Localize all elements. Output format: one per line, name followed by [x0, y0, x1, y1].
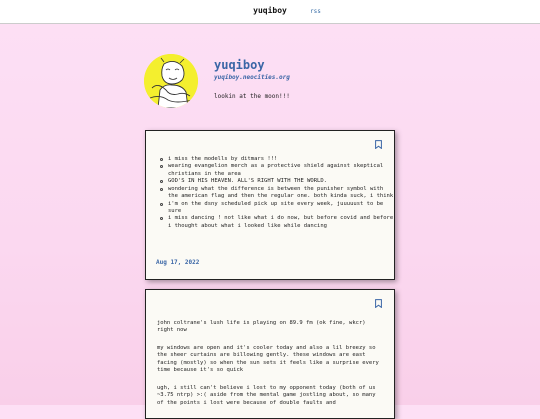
profile-name[interactable]: yuqiboy — [214, 58, 265, 72]
post-card — [145, 289, 395, 419]
bookmark-icon[interactable] — [375, 140, 382, 149]
post-date-link[interactable]: Aug 17, 2022 — [156, 259, 200, 266]
list-item: wondering what the difference is between the punisher symbol with the american flag and then the regular one. both kinda suck, i think — [168, 186, 396, 201]
avatar[interactable] — [144, 54, 198, 108]
post-paragraph: my windows are open and it's cooler today and also a lil breezy so the sheer curtains are billowing gently. these windows are east facing (mostly) so when the sun sets it feels like a surprise every time because it's so quick — [157, 345, 379, 374]
bookmark-icon[interactable] — [375, 299, 382, 308]
list-item: GOD'S IN HIS HEAVEN. ALL'S RIGHT WITH THE WORLD. — [168, 178, 396, 185]
list-item: i'm on the dsny scheduled pick up site every week, juuuuust to be sure — [168, 201, 396, 216]
avatar-illustration — [144, 54, 198, 108]
post-bullet-list — [156, 156, 396, 230]
list-item: i miss the modells by ditmars !!! — [168, 156, 396, 163]
site-brand-link[interactable]: yuqiboy — [253, 6, 287, 15]
list-item: i miss dancing ! not like what i do now, but before covid and before i thought about what i looked like while dancing — [168, 215, 396, 230]
post-card — [145, 130, 395, 280]
profile-url[interactable]: yuqiboy.neocities.org — [214, 74, 290, 81]
profile-bio: lookin at the moon!!! — [214, 93, 290, 100]
top-navigation-bar — [0, 0, 540, 24]
rss-link[interactable]: rss — [310, 8, 321, 15]
list-item: wearing evangelion merch as a protective shield against skeptical christians in the area — [168, 163, 396, 178]
post-paragraph: ugh, i still can't believe i lost to my opponent today (both of us ~3.75 ntrp) >:( aside from the mental game jostling about, so many of the points i lost were because of double faults and — [157, 385, 376, 406]
post-paragraph: john coltrane's lush life is playing on 89.9 fm (ok fine, wkcr) right now — [157, 320, 366, 334]
profile-header — [144, 54, 404, 109]
